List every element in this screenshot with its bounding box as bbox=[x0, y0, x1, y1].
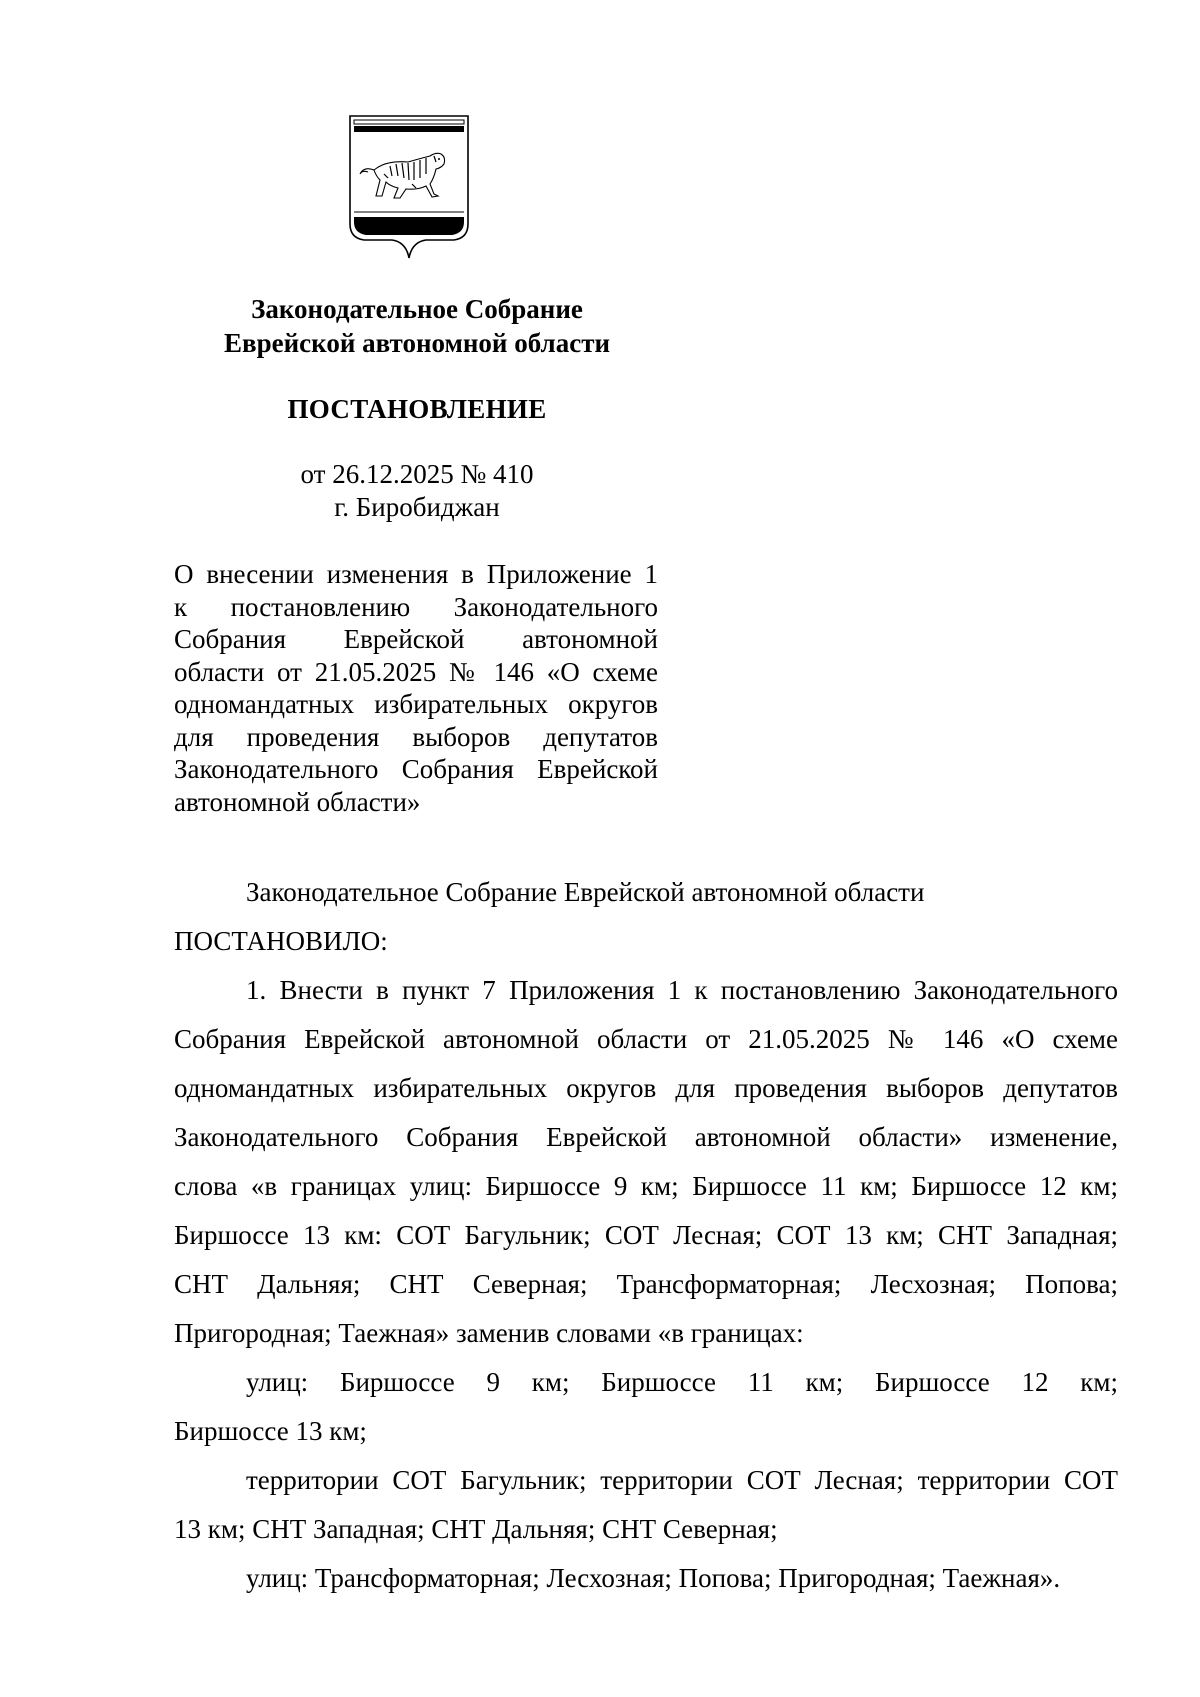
subject-line: автономной области» bbox=[174, 786, 421, 817]
item-1-line: 1. Внести в пункт 7 Приложения 1 к постановлению Законодательного bbox=[246, 975, 1118, 1005]
item-1-line: СНТ Дальняя; СНТ Северная; Трансформаторная; Лесхозная; Попова; bbox=[174, 1269, 1118, 1299]
document-subject bbox=[174, 558, 658, 818]
subject-line: Законодательного Собрания Еврейской bbox=[174, 754, 658, 784]
subject-line: одномандатных избирательных округов bbox=[174, 689, 658, 719]
document-type: ПОСТАНОВЛЕНИЕ bbox=[287, 394, 547, 424]
streets-line: улиц: Биршоссе 9 км; Биршоссе 11 км; Биршоссе 12 км; bbox=[246, 1367, 1118, 1397]
streets-final-line: улиц: Трансформаторная; Лесхозная; Попова; Пригородная; Таежная». bbox=[246, 1563, 1061, 1593]
item-1-line: слова «в границах улиц: Биршоссе 9 км; Биршоссе 11 км; Биршоссе 12 км; bbox=[174, 1171, 1118, 1201]
document-meta bbox=[0, 458, 834, 524]
document-body bbox=[174, 868, 1118, 1603]
territories-line: территории СОТ Багульник; территории СОТ Лесная; территории СОТ bbox=[246, 1465, 1118, 1495]
item-1-line: Пригородная; Таежная» заменив словами «в границах: bbox=[174, 1318, 804, 1348]
subject-line: к постановлению Законодательного bbox=[174, 591, 658, 622]
subject-line: для проведения выборов депутатов bbox=[174, 721, 658, 752]
resolved-heading: ПОСТАНОВИЛО: bbox=[174, 926, 388, 956]
item-1-line: Биршоссе 13 км: СОТ Багульник; СОТ Лесная; СОТ 13 км; СНТ Западная; bbox=[174, 1220, 1118, 1250]
item-1-line: Собрания Еврейской автономной области от 21.05.2025 № 146 «О схеме bbox=[174, 1024, 1118, 1054]
organization-name bbox=[0, 292, 834, 360]
org-line-2: Еврейской автономной области bbox=[223, 328, 611, 358]
streets-line: Биршоссе 13 км; bbox=[174, 1416, 367, 1446]
subject-line: области от 21.05.2025 № 146 «О схеме bbox=[174, 656, 658, 687]
preamble: Законодательное Собрание Еврейской автономной области bbox=[246, 877, 925, 907]
city: г. Биробиджан bbox=[334, 492, 500, 522]
item-1-line: одномандатных избирательных округов для проведения выборов депутатов bbox=[174, 1073, 1118, 1103]
item-1-line: Законодательного Собрания Еврейской автономной области» изменение, bbox=[174, 1122, 1118, 1152]
territories-line: 13 км; СНТ Западная; СНТ Дальняя; СНТ Северная; bbox=[174, 1514, 778, 1544]
date-number: от 26.12.2025 № 410 bbox=[300, 459, 534, 489]
subject-line: Собрания Еврейской автономной bbox=[174, 624, 658, 654]
coat-of-arms-icon bbox=[346, 112, 472, 262]
org-line-1: Законодательное Собрание bbox=[251, 294, 583, 324]
subject-line: О внесении изменения в Приложение 1 bbox=[174, 559, 658, 589]
